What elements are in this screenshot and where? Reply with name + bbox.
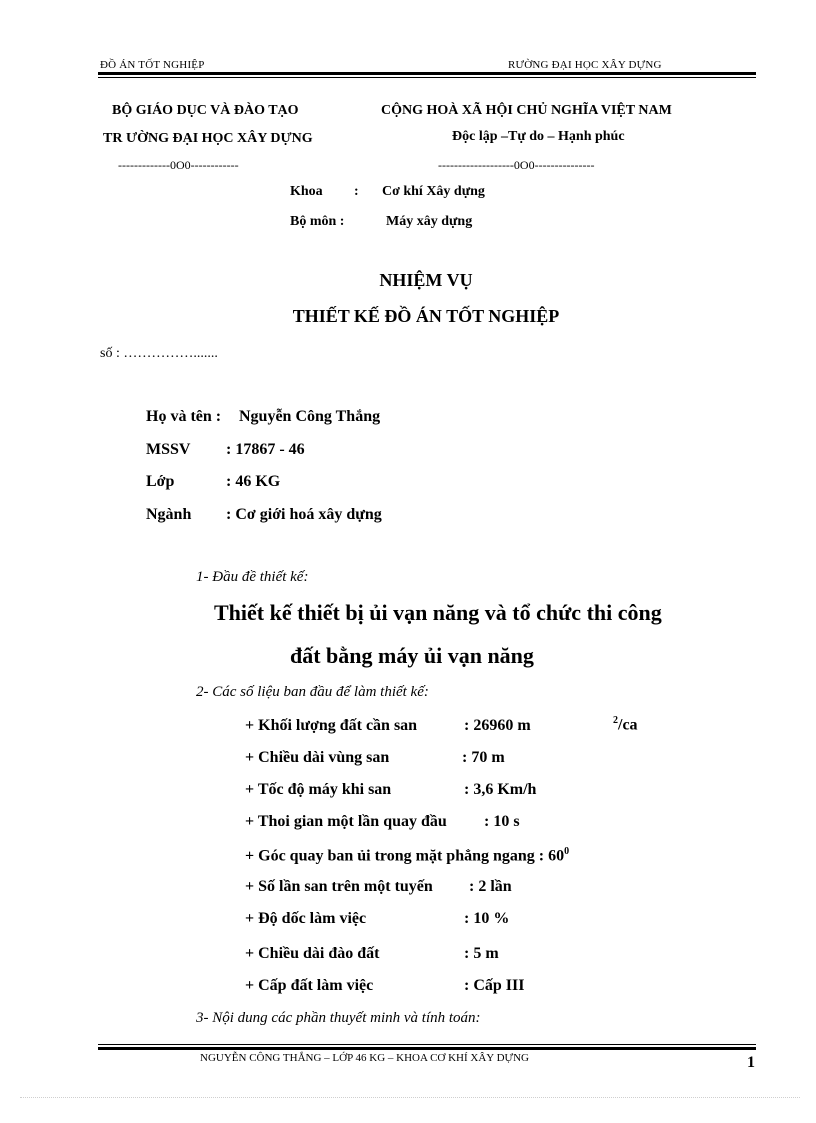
student-class-label: Lớp <box>146 473 175 490</box>
national-motto: Độc lập –Tự do – Hạnh phúc <box>452 129 625 144</box>
project-title-line-1: Thiết kế thiết bị ủi vạn năng và tổ chức thi công <box>214 600 662 625</box>
faculty-colon: : <box>354 184 359 199</box>
header-right: RƯỜNG ĐẠI HỌC XÂY DỰNG <box>508 59 662 71</box>
footer-rule-thin <box>98 1044 756 1045</box>
student-class-value: : 46 KG <box>226 473 281 490</box>
footer-text: NGUYỄN CÔNG THẮNG – LỚP 46 KG – KHOA CƠ KHÍ XÂY DỰNG <box>200 1052 529 1064</box>
page-number: 1 <box>747 1054 755 1071</box>
student-id-value: : 17867 - 46 <box>226 441 305 458</box>
param-slope-value: : 10 % <box>464 910 510 927</box>
faculty-label: Khoa <box>290 184 323 199</box>
param-earth-volume-value: : 26960 m <box>464 717 531 734</box>
param-speed-value: : 3,6 Km/h <box>464 781 537 798</box>
param-blade-angle <box>245 846 569 865</box>
param-soil-class-label: + Cấp đất làm việc <box>245 977 374 994</box>
param-speed-label: + Tốc độ máy khi san <box>245 781 392 798</box>
student-name-value: Nguyễn Công Thắng <box>239 408 381 425</box>
section-2-heading: 2- Các số liệu ban đầu để làm thiết kế: <box>196 684 429 700</box>
student-name-label: Họ và tên : <box>146 408 222 425</box>
department-label: Bộ môn : <box>290 214 345 229</box>
title-line-2: THIẾT KẾ ĐỒ ÁN TỐT NGHIỆP <box>292 306 560 326</box>
department-value: Máy xây dựng <box>386 214 473 229</box>
footer-rule-thick <box>98 1047 756 1050</box>
faculty-value: Cơ khí Xây dựng <box>382 184 485 199</box>
param-blade-angle-sup: 0 <box>564 846 570 857</box>
param-blade-angle-label: + Góc quay ban ủi trong mặt phẳng ngang : 60 <box>245 847 565 865</box>
student-id-label: MSSV <box>146 441 191 458</box>
header-left: ĐỒ ÁN TỐT NGHIỆP <box>100 59 205 71</box>
param-turn-time-value: : 10 s <box>484 813 520 830</box>
param-passes-value: : 2 lần <box>469 878 512 895</box>
university-name: TR ƯỜNG ĐẠI HỌC XÂY DỰNG <box>103 131 313 146</box>
student-major-label: Ngành <box>146 506 192 523</box>
country-name: CỘNG HOÀ XÃ HỘI CHỦ NGHĨA VIỆT NAM <box>381 103 672 118</box>
student-major-value: : Cơ giới hoá xây dựng <box>226 506 382 523</box>
title-line-1: NHIỆM VỤ <box>379 270 473 290</box>
header-rule-thick <box>98 72 756 75</box>
param-earth-volume-unit <box>613 715 638 734</box>
param-zone-length-value: : 70 m <box>462 749 505 766</box>
document-number: số : ……………....... <box>100 346 218 361</box>
section-3-heading: 3- Nội dung các phần thuyết minh và tính toán: <box>196 1010 481 1026</box>
param-turn-time-label: + Thoi gian một lần quay đầu <box>245 813 447 830</box>
param-soil-class-value: : Cấp III <box>464 977 525 994</box>
param-earth-volume-label: + Khối lượng đất cần san <box>245 717 418 734</box>
ministry-name: BỘ GIÁO DỤC VÀ ĐÀO TẠO <box>112 103 299 118</box>
right-separator: -------------------0O0--------------- <box>438 158 595 172</box>
param-earth-volume-unit-sup: 2 <box>613 715 618 726</box>
param-slope-label: + Độ dốc làm việc <box>245 910 367 927</box>
param-earth-volume-unit-text: /ca <box>618 716 638 734</box>
param-zone-length-label: + Chiều dài vùng san <box>245 749 390 766</box>
page-edge-dots <box>20 1097 800 1098</box>
param-dig-length-label: + Chiều dài đào đất <box>245 945 380 962</box>
header-rule-thin <box>98 77 756 78</box>
section-1-heading: 1- Đầu đề thiết kế: <box>196 569 309 585</box>
left-separator: -------------0O0------------ <box>118 158 239 172</box>
param-dig-length-value: : 5 m <box>464 945 499 962</box>
param-passes-label: + Số lần san trên một tuyến <box>245 878 433 895</box>
project-title-line-2: đất bằng máy ủi vạn năng <box>290 643 534 668</box>
